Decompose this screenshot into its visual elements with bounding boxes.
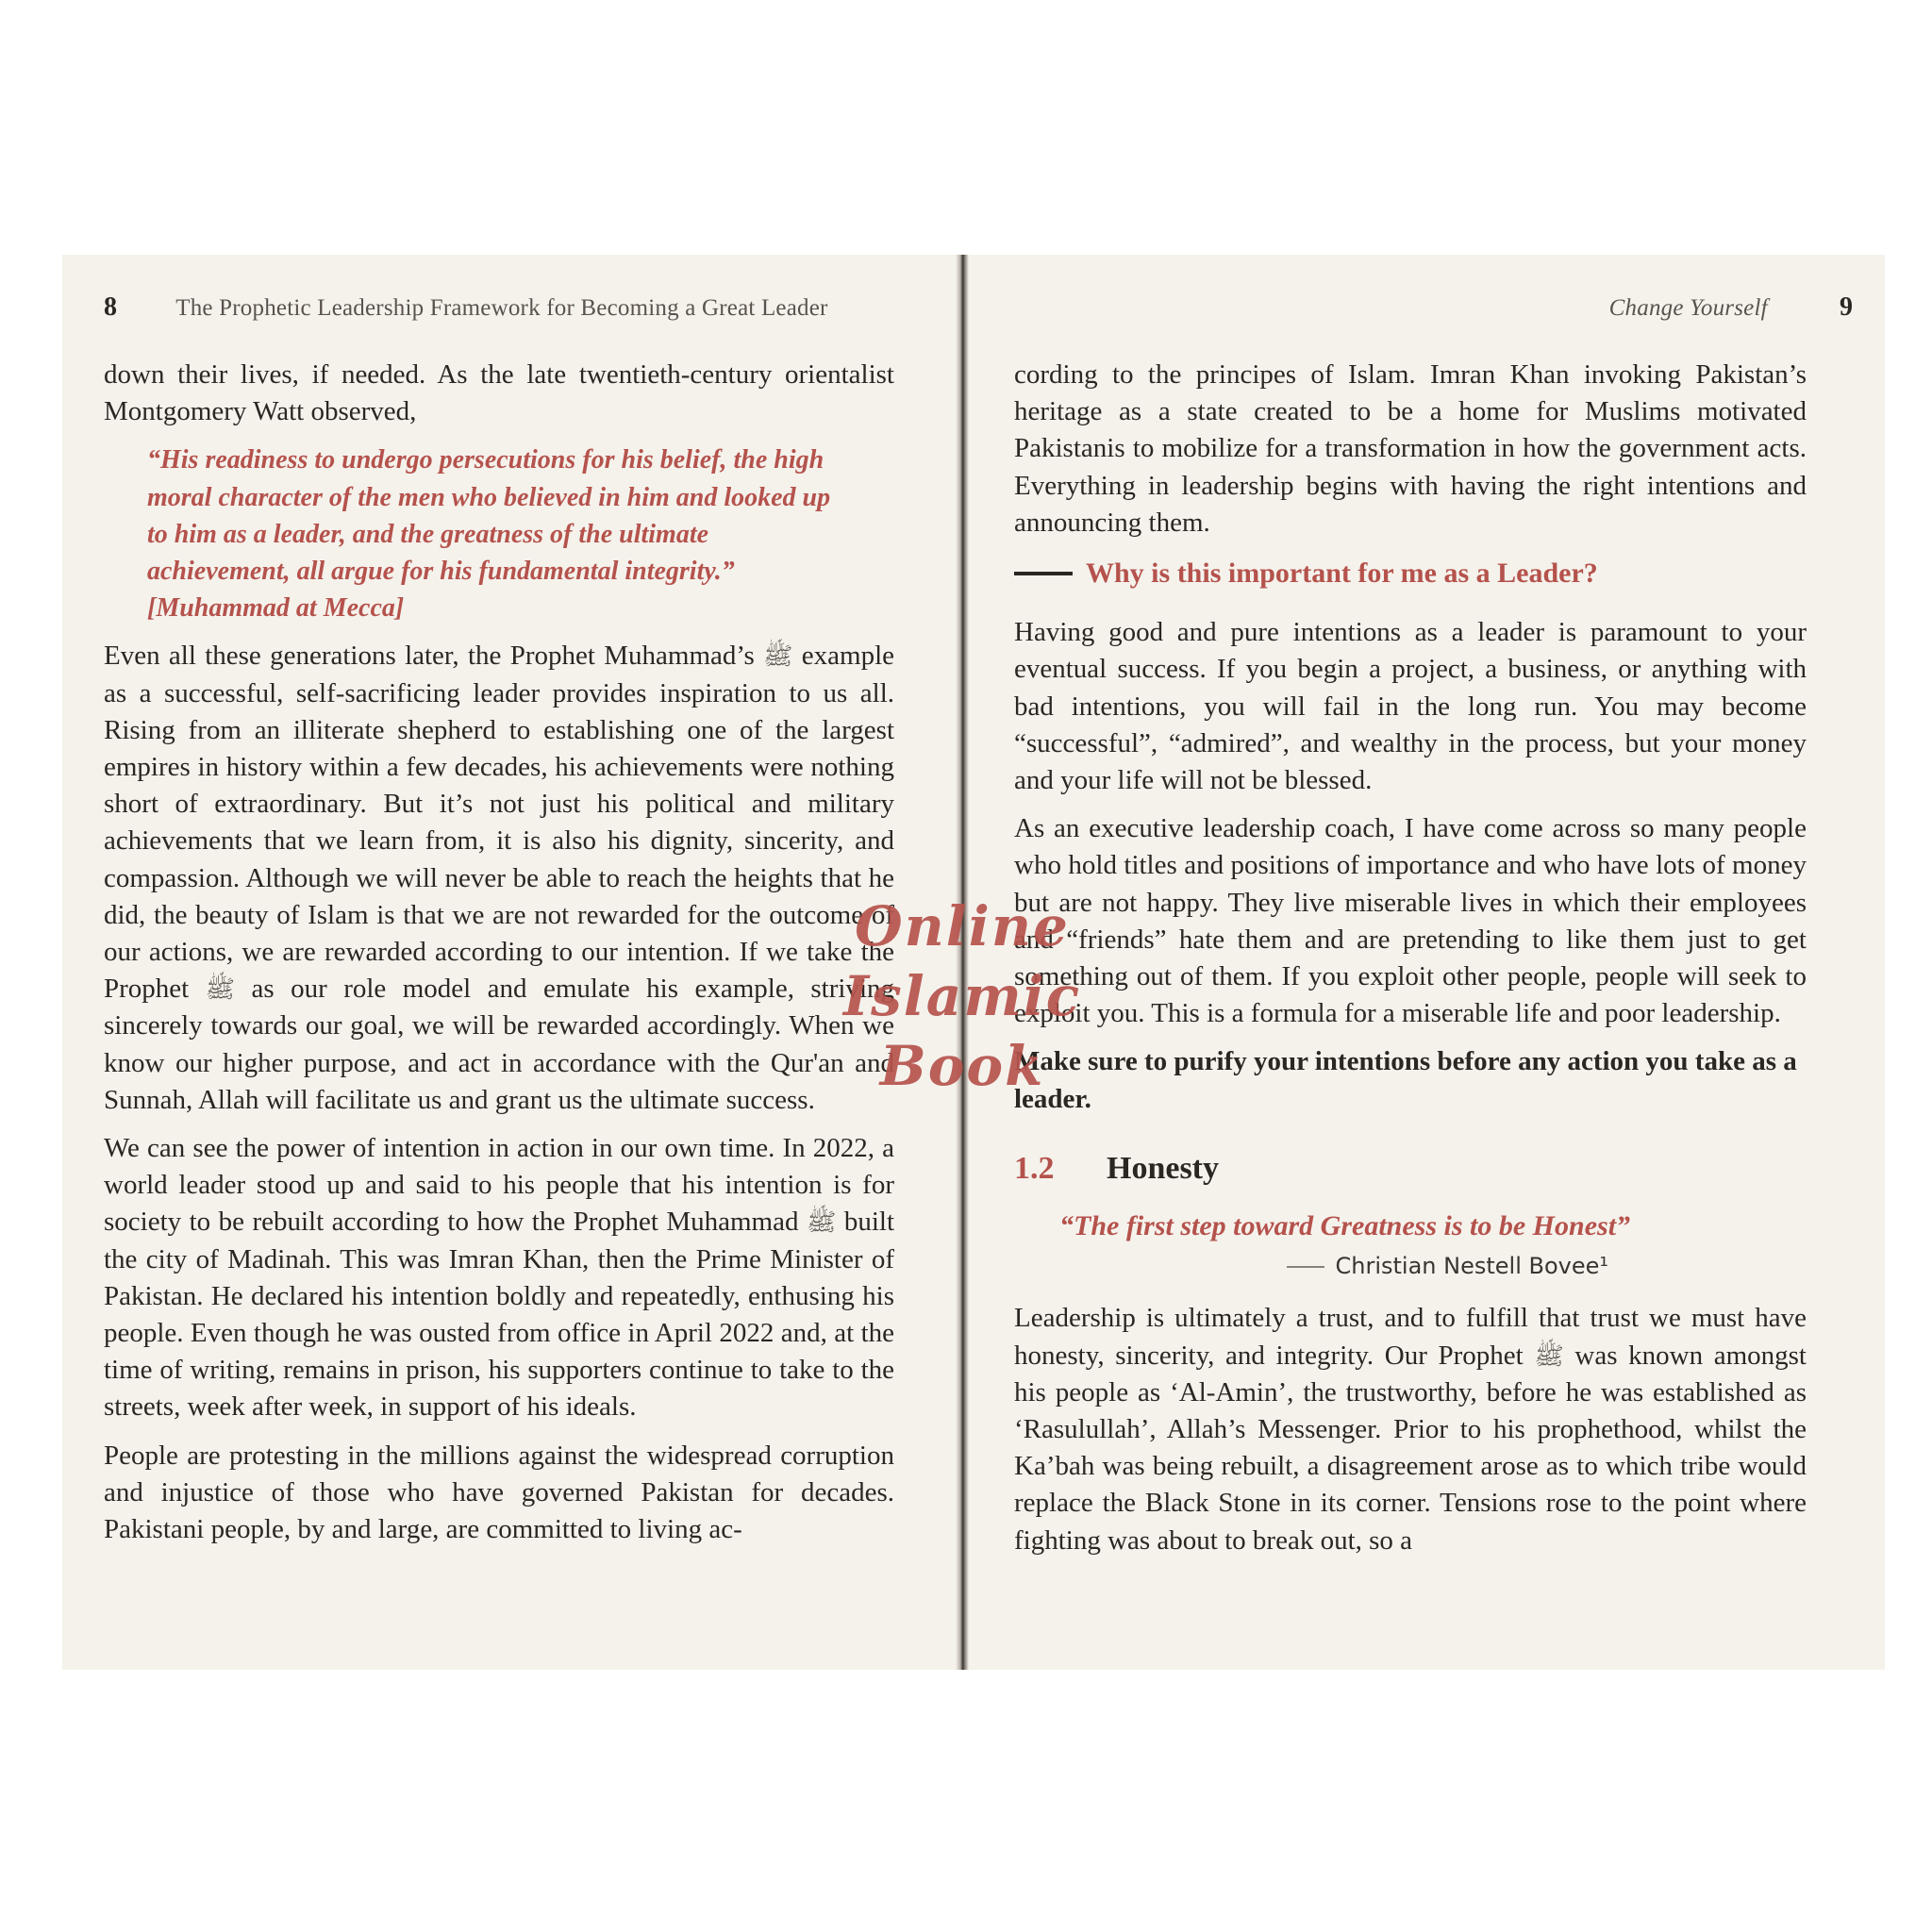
paragraph: Leadership is ultimately a trust, and to fulfill that trust we must have honesty, sincerity, and integrity. Our Prophet ﷺ was known amongst his people as ‘Al-Amin’, the trustworthy, before he was established as ‘Rasulullah’, Allah’s Messenger. Prior to his prophethood, whilst the Ka’bah was being rebuilt, a disagreement arose as to which tribe would replace the Black Stone in its corner. Tensions rose to the point where fighting was about to break out, so a	[1014, 1303, 1807, 1556]
running-head-right	[1079, 292, 1853, 330]
section-question-text: Why is this important for me as a Leader?	[1086, 558, 1598, 590]
dash-rule	[1014, 572, 1073, 575]
section-question	[1014, 555, 1807, 591]
paragraph: down their lives, if needed. As the late twentieth-century orientalist Montgomery Watt observed,	[104, 359, 894, 427]
bold-statement: Make sure to purify your intentions before any action you take as a leader.	[1014, 1046, 1797, 1114]
running-head-left	[104, 292, 896, 330]
page-number: 9	[1840, 292, 1853, 322]
salawat-glyph-icon: ﷺ	[1534, 1341, 1564, 1370]
attribution-dash	[1287, 1266, 1324, 1268]
paragraph: As an executive leadership coach, I have come across so many people who hold titles and positions of importance and who have lots of money but are not happy. They live miserable lives in which their employees and “friends” hate them and are pretending to like them just to get something out of them. If you exploit other people, people will seek to exploit you. This is a formula for a miserable life and poor leadership.	[1014, 813, 1807, 1029]
block-quote: “His readiness to undergo persecutions for his belief, the high moral character of the men who believed in him and looked up to him as a leader, and the greatness of the ultimate achievement, all argue for his fundamental integrity.” [Muhammad at Mecca]	[147, 445, 831, 624]
watermark-line: Book	[879, 1034, 1045, 1098]
page-number: 8	[104, 292, 117, 322]
section-heading	[1014, 1150, 1807, 1187]
paragraph: We can see the power of intention in action in our own time. In 2022, a world leader stood up and said to his people that his intention is for society to be rebuilt according to how the Prophet Muhammad ﷺ built the city of Madinah. This was Imran Khan, then the Prime Minister of Pakistan. He declared his intention boldly and repeatedly, enthusing his people. Even though he was ousted from office in April 2022 and, at the time of writing, remains in prison, his supporters continue to take to the streets, week after week, in support of his ideals.	[104, 1133, 895, 1423]
section-title: Honesty	[1107, 1150, 1219, 1186]
paragraph: Even all these generations later, the Prophet Muhammad’s ﷺ example as a successful, self-sacrificing leader provides inspiration to us all. Rising from an illiterate shepherd to establishing one of the largest empires in history within a few decades, his achievements were nothing short of extraordinary. But it’s not just his political and military achievements that we learn from, it is also his dignity, sincerity, and compassion. Although we will never be able to reach the heights that he did, the beauty of Islam is that we are not rewarded for the outcome of our actions, we are rewarded according to our intention. If we take the Prophet ﷺ as our role model and emulate his example, striving sincerely towards our goal, we will be rewarded accordingly. When we know our higher purpose, and act in accordance with the Qur'an and Sunnah, Allah will facilitate us and grant us the ultimate success.	[104, 641, 895, 1115]
salawat-glyph-icon: ﷺ	[205, 975, 236, 1004]
watermark-line: Online Islamic	[842, 894, 1082, 1028]
epigraph-attribution: Christian Nestell Bovee¹	[1014, 1248, 1807, 1285]
section-number: 1.2	[1014, 1150, 1055, 1186]
paragraph: Having good and pure intentions as a leader is paramount to your eventual success. If you begin a project, a business, or anything with bad intentions, you will fail in the long run. You may become “successful”, “admired”, and wealthy in the process, but your money and your life will not be blessed.	[1014, 617, 1807, 796]
salawat-glyph-icon: ﷺ	[806, 1208, 837, 1237]
paragraph: People are protesting in the millions against the widespread corruption and injustice of those who have governed Pakistan for decades. Pakistani people, by and large, are committed to living ac-	[104, 1440, 894, 1545]
book-title: The Prophetic Leadership Framework for Becoming a Great Leader	[175, 295, 828, 321]
chapter-title: Change Yourself	[1608, 295, 1768, 321]
paragraph: cording to the principes of Islam. Imran Khan invoking Pakistan’s heritage as a state created to be a home for Muslims motivated Pakistanis to mobilize for a transformation in how the government acts. Everything in leadership begins with having the right intentions and announcing them.	[1014, 359, 1807, 538]
epigraph: “The first step toward Greatness is to be Honest”	[1059, 1210, 1631, 1242]
salawat-glyph-icon: ﷺ	[763, 642, 793, 671]
watermark	[736, 891, 1189, 1101]
